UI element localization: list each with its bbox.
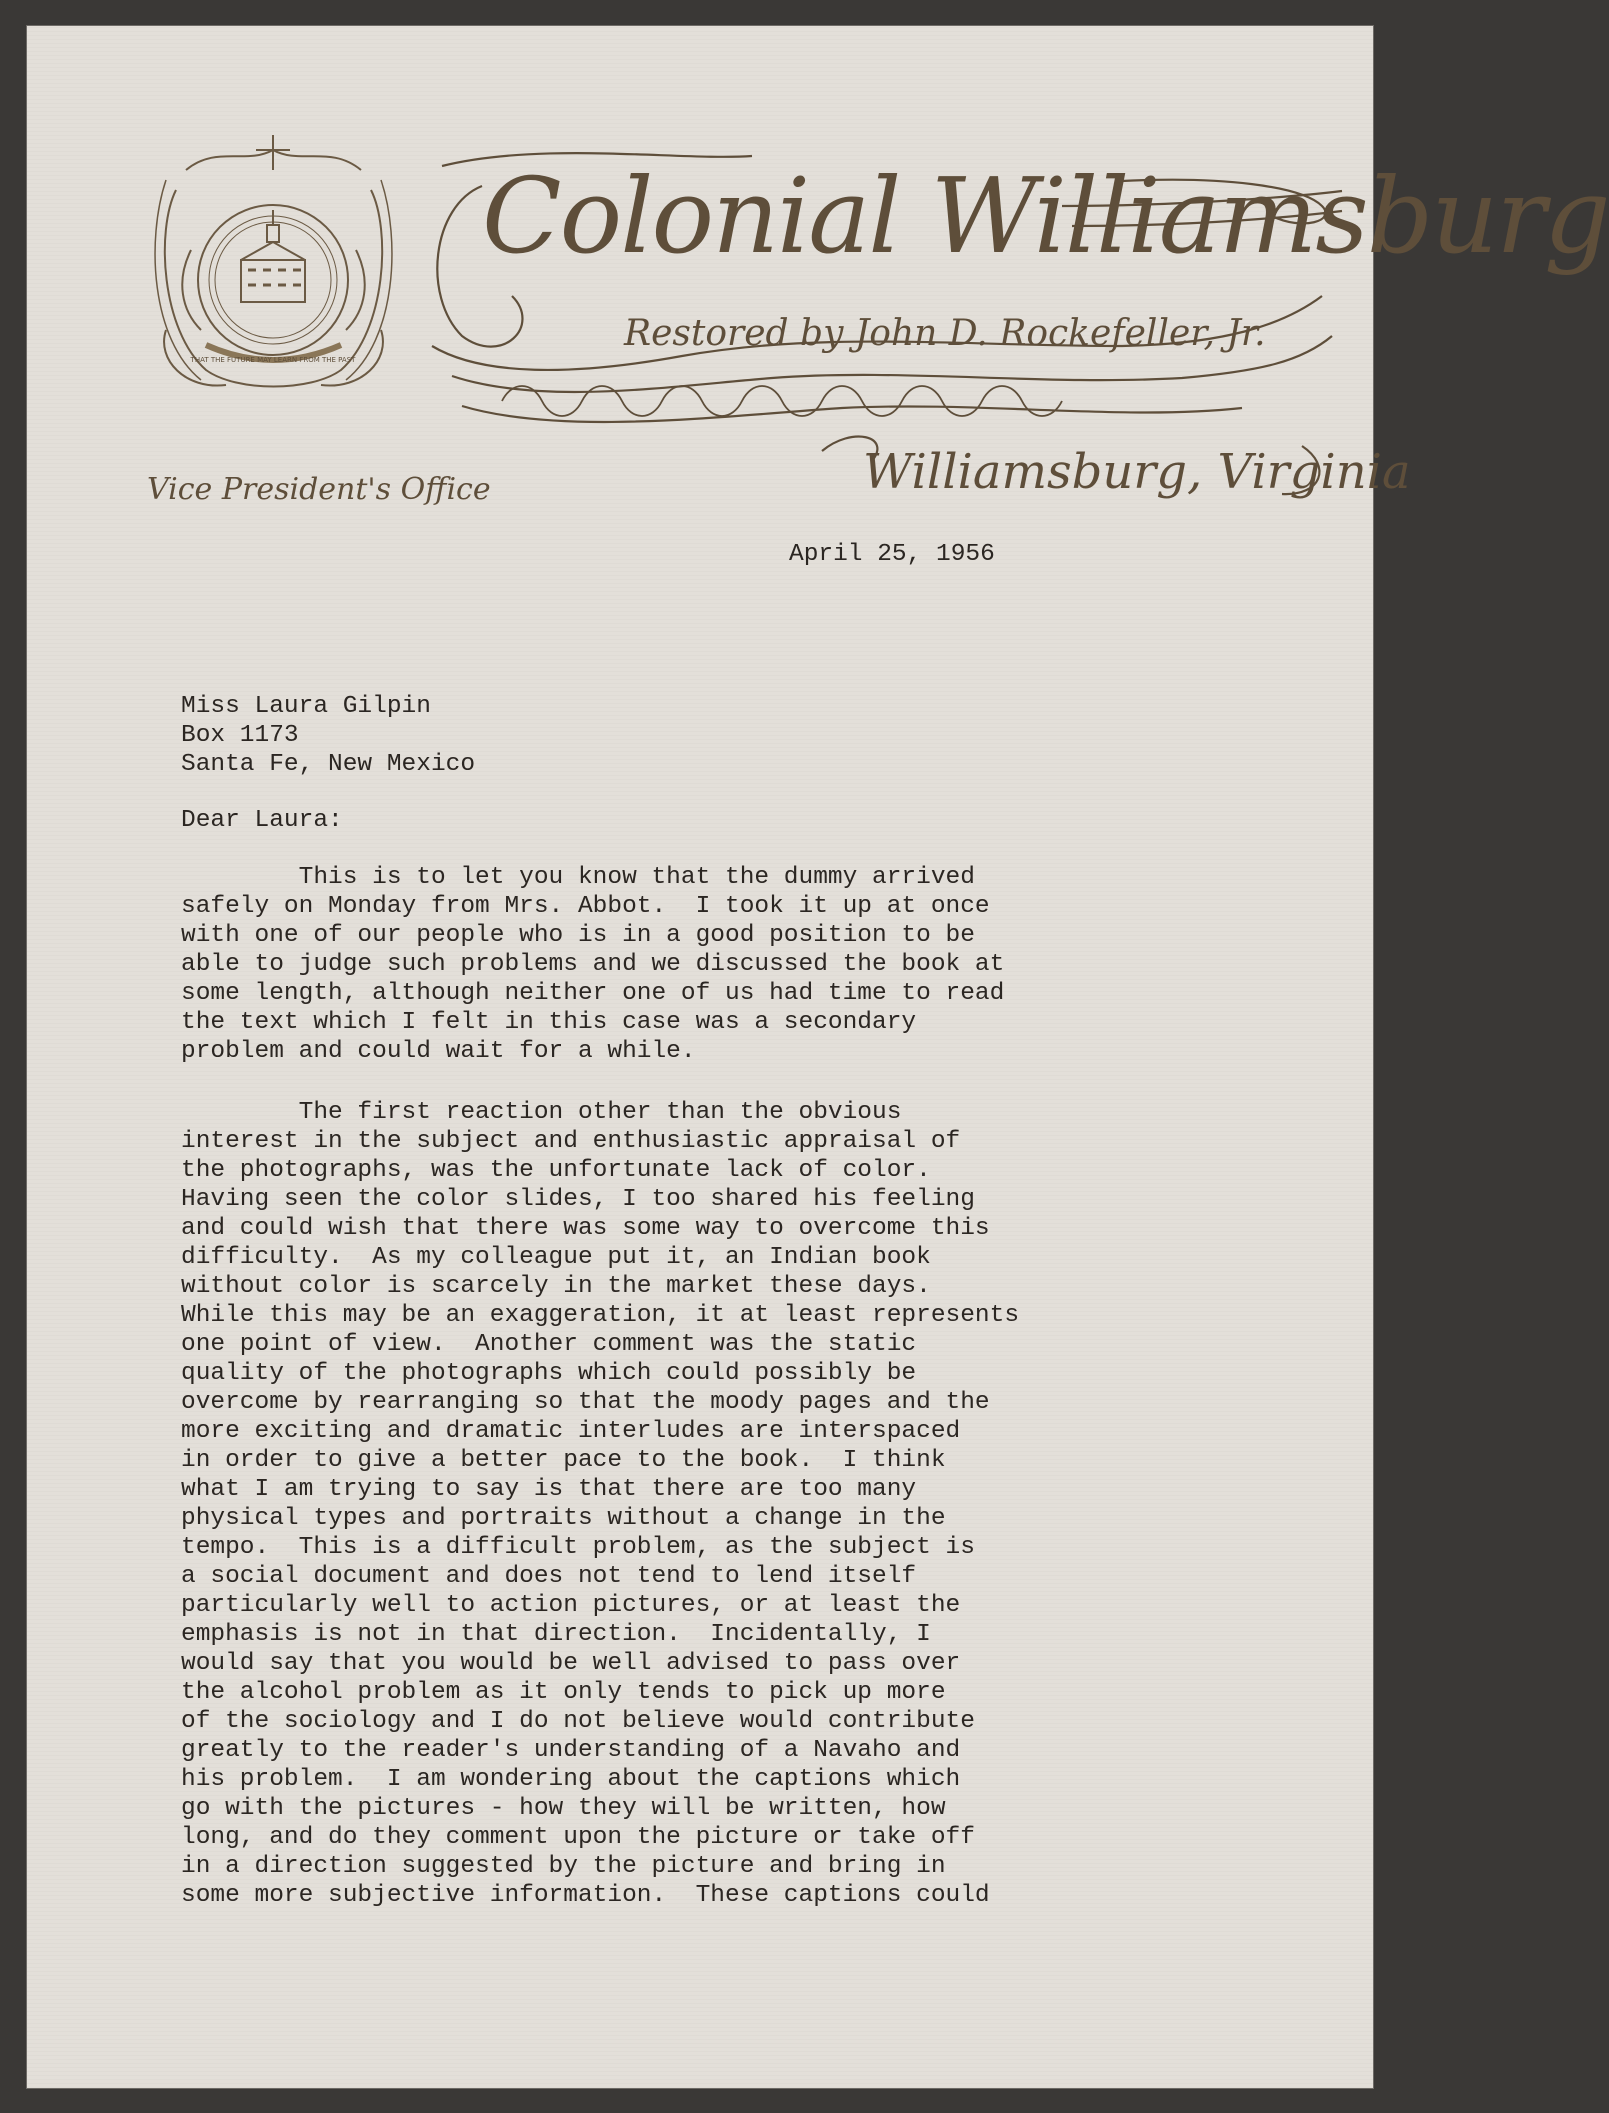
letter-date: April 25, 1956: [789, 541, 995, 568]
letterhead-subtitle: Restored by John D. Rockefeller, Jr.: [624, 313, 1266, 354]
recipient-address: Miss Laura Gilpin Box 1173 Santa Fe, New Mexico: [181, 693, 476, 778]
letterhead-title: Colonial Williamsburg: [482, 155, 1609, 277]
seal-motto: THAT THE FUTURE MAY LEARN FROM THE PAST: [190, 356, 356, 364]
salutation: Dear Laura:: [181, 807, 343, 834]
body-paragraph-2: The first reaction other than the obvious interest in the subject and enthusiastic appraisal of the photographs, was the unfortunate lack of color. Having seen the color slides, I too shared his feeling and could wish that there was some way to overcome this difficulty. As my colleague put it, an Indian book without color is scarcely in the market these days. While this may be an exaggeration, it at least represents one point of view. Another comment was the static quality of the photographs which could possibly be overcome by rearranging so that the moody pages and the more exciting and dramatic interludes are interspaced in order to give a better pace to the book. I think what I am trying to say is that there are too many physical types and portraits without a change in the tempo. This is a difficult problem, as the subject is a social document and does not tend to lend itself particularly well to action pictures, or at least the emphasis is not in that direction. Incidentally, I would say that you would be well advised to pass over the alcohol problem as it only tends to pick up more of the sociology and I do not believe would contribute greatly to the reader's understanding of a Navaho and his problem. I am wondering about the captions which go with the pictures - how they will be written, how long, and do they comment upon the picture or take off in a direction suggested by the picture and bring in some more subjective information. These captions could: [181, 1099, 1020, 1909]
letterhead-office: Vice President's Office: [147, 472, 491, 507]
colonial-williamsburg-seal: [146, 130, 401, 405]
letterhead-location: Williamsburg, Virginia: [863, 444, 1411, 500]
body-paragraph-1: This is to let you know that the dummy arrived safely on Monday from Mrs. Abbot. I took it up at once with one of our people who is in a good position to be able to judge such problems and we discussed the book at some length, although neither one of us had time to read the text which I felt in this case was a secondary problem and could wait for a while.: [181, 864, 1005, 1065]
